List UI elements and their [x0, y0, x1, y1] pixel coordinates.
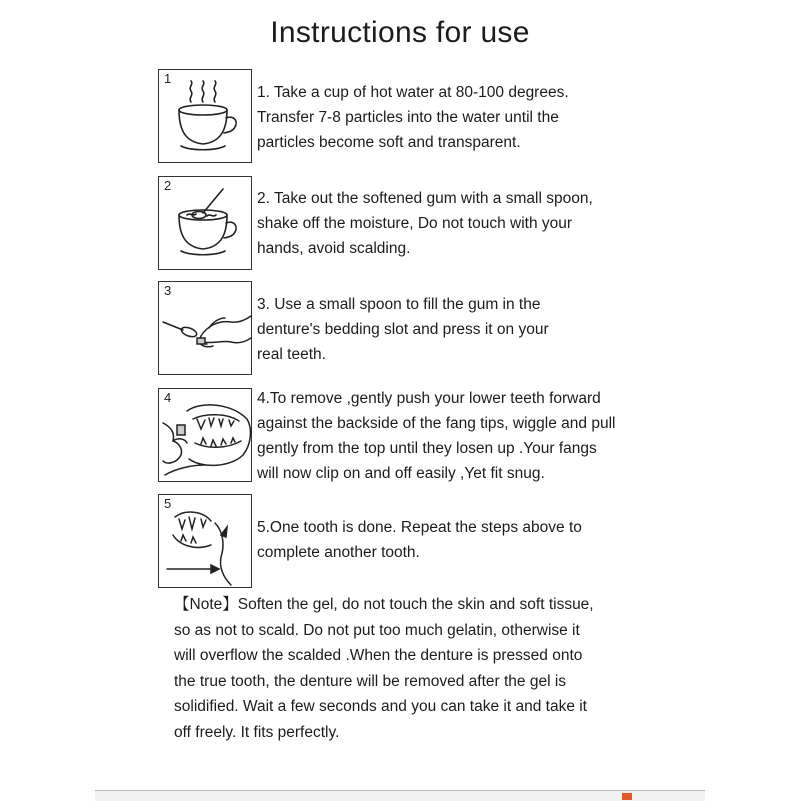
step-1-illustration: [158, 69, 252, 163]
step-5-text: 5.One tooth is done. Repeat the steps above to complete another tooth.: [257, 519, 582, 561]
step-3-number: 3: [164, 283, 172, 298]
bottom-scroll-strip: [95, 790, 705, 801]
bottom-app-icon: [622, 793, 632, 800]
step-1-text: 1. Take a cup of hot water at 80-100 degrees. Transfer 7-8 particles into the water until the particles become soft and transparent.: [257, 84, 569, 151]
mouth-arrow-icon: [159, 495, 253, 589]
step-4-text: 4.To remove ,gently push your lower teeth forward against the backside of the fang tips, wiggle and pull gently from the top until they losen up .Your fangs will now clip on and off easily ,Yet fit snug.: [257, 390, 616, 482]
mouth-fang-icon: [159, 389, 253, 483]
hot-cup-icon: [159, 70, 253, 164]
note-paragraph: 【Note】Soften the gel, do not touch the skin and soft tissue, so as not to scald. Do not put too much gelatin, otherwise it will overflow the scalded .When the denture is pressed onto the true tooth, the denture will be removed after the gel is solidified. Wait a few seconds and you can take it and take it off freely. It fits perfectly.: [174, 596, 594, 741]
step-2-illustration: [158, 176, 252, 270]
step-3-text: 3. Use a small spoon to fill the gum in the denture's bedding slot and press it on your real teeth.: [257, 296, 549, 363]
page-title: Instructions for use: [270, 16, 530, 49]
step-4-number: 4: [164, 390, 172, 405]
hand-spoon-icon: [159, 282, 253, 376]
step-3-illustration: [158, 281, 252, 375]
step-1-number: 1: [164, 71, 172, 86]
step-4-illustration: [158, 388, 252, 482]
step-5-number: 5: [164, 496, 172, 511]
step-5-illustration: [158, 494, 252, 588]
step-2-number: 2: [164, 178, 172, 193]
cup-spoon-icon: [159, 177, 253, 271]
step-2-text: 2. Take out the softened gum with a small spoon, shake off the moisture, Do not touch with your hands, avoid scalding.: [257, 190, 593, 257]
